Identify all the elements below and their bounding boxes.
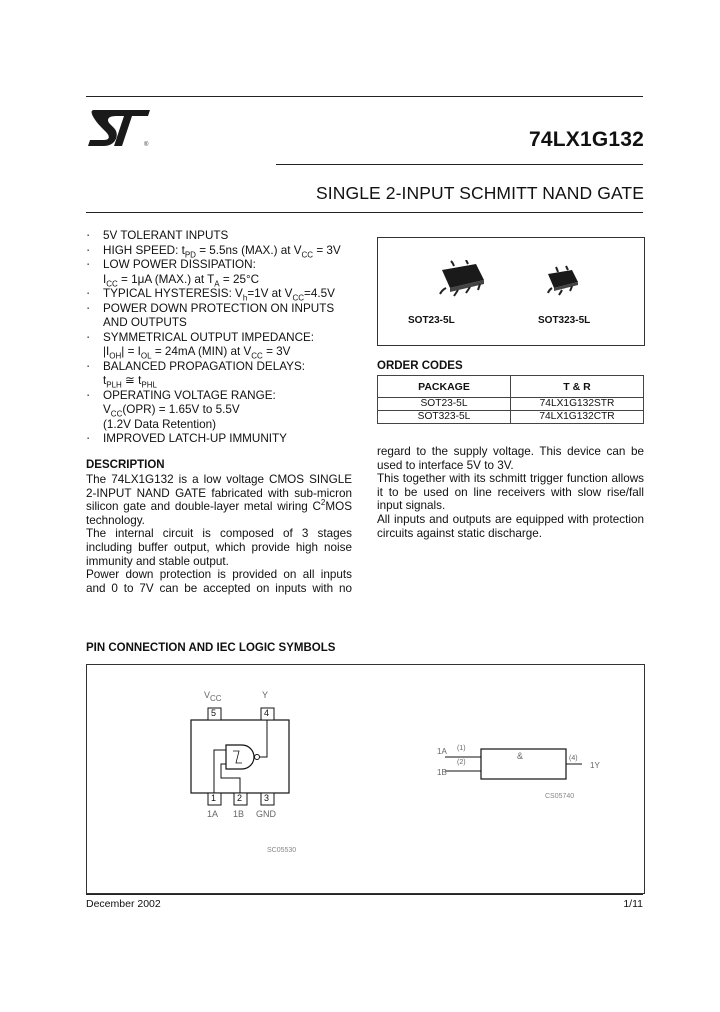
order-codes-table — [377, 375, 644, 424]
pin-connection-diagram — [87, 665, 644, 893]
description-paragraph-2: The internal circuit is composed of 3 stages including buffer output, which provide high noise immunity and stable output. — [86, 527, 352, 568]
footer-rule — [86, 894, 643, 895]
page-number: 1/11 — [623, 898, 643, 910]
feature-item: ▪ IMPROVED LATCH-UP IMMUNITY — [87, 432, 287, 445]
sot323-package-image — [540, 264, 584, 296]
iec-gate-symbol: & — [517, 751, 524, 761]
pin-diagram-box — [86, 664, 645, 894]
package-label-sot23: SOT23-5L — [408, 315, 455, 326]
package-box — [377, 237, 645, 346]
pin-number: 5 — [211, 708, 217, 718]
table-cell: SOT323-5L — [378, 411, 511, 424]
bullet-icon: ▪ — [87, 305, 90, 312]
table-header-cell: PACKAGE — [378, 376, 511, 398]
feature-item: ▪ OPERATING VOLTAGE RANGE: $V_{CC}(OPR) = 1.65V$ to 5.5V (1.2V Data Retention) — [87, 388, 276, 431]
bullet-icon: ▪ — [87, 392, 90, 399]
pin-section-title: PIN CONNECTION AND IEC LOGIC SYMBOLS — [86, 642, 336, 654]
description-title: DESCRIPTION — [86, 459, 165, 471]
iec-output-1y: 1Y — [590, 761, 600, 770]
package-label-sot323: SOT323-5L — [538, 315, 591, 326]
iec-pin-num: (2) — [457, 759, 466, 766]
figure-code-left: SC05530 — [267, 847, 297, 854]
sot23-package-image — [432, 260, 492, 298]
y-label: Y — [262, 690, 269, 700]
feature-item: ▪ HIGH SPEED: $t_{PD} = 5.5ns$ (MAX.) at $V_{CC} = 3V$ — [87, 243, 341, 259]
feature-list — [86, 229, 366, 447]
subtitle-rule — [86, 212, 643, 213]
part-number: 74LX1G132 — [528, 128, 644, 151]
feature-item: ▪ POWER DOWN PROTECTION ON INPUTS AND OUTPUTS — [87, 301, 335, 329]
iec-input-1b: 1B — [437, 768, 447, 777]
bullet-icon: ▪ — [87, 262, 90, 268]
pin-number: 1 — [211, 793, 217, 803]
iec-output-num: (4) — [569, 755, 578, 762]
bullet-icon: ▪ — [87, 247, 90, 254]
bullet-icon: ▪ — [87, 233, 90, 239]
bullet-icon: ▪ — [87, 363, 90, 370]
svg-text:®: ® — [144, 142, 149, 148]
iec-input-1a: 1A — [437, 747, 447, 756]
table-row — [378, 411, 644, 424]
subtitle: SINGLE 2-INPUT SCHMITT NAND GATE — [316, 183, 644, 203]
table-cell: 74LX1G132CTR — [511, 411, 644, 424]
description-paragraph-3-cont: regard to the supply voltage. This device can be used to interface 5V to 3V. — [377, 445, 644, 472]
description-paragraph-1: The 74LX1G132 is a low voltage CMOS SINGLE 2-INPUT NAND GATE fabricated with sub-micron silicon gate and double-layer metal wiring $C^2MOS$ technology. — [86, 473, 352, 527]
iec-pin-num: (1) — [457, 745, 466, 752]
title-rule — [276, 164, 643, 165]
figure-code-right: CS05740 — [545, 793, 575, 800]
feature-item: ▪ TYPICAL HYSTERESIS: $V_h=1V$ at $V_{CC}=4.5V$ — [87, 287, 335, 303]
feature-item: ▪ SYMMETRICAL OUTPUT IMPEDANCE: $|I_{OH}| = I_{OL} = 24mA$ (MIN) at $V_{CC} = 3V$ — [87, 330, 315, 361]
st-logo — [86, 108, 152, 148]
table-header-cell: T & R — [511, 376, 644, 398]
table-header-row — [378, 376, 644, 398]
header-rule — [86, 96, 643, 97]
feature-item: ▪ BALANCED PROPAGATION DELAYS: $t_{PLH}$ ≅ $t_{PHL}$ — [87, 359, 305, 390]
description-left-column — [86, 473, 352, 595]
bullet-icon: ▪ — [87, 334, 90, 341]
description-paragraph-3: Power down protection is provided on all inputs and 0 to 7V can be accepted on inputs with no — [86, 568, 352, 595]
pin-label-1a: 1A — [207, 809, 219, 819]
pin-number: 3 — [264, 793, 270, 803]
pin-number: 2 — [237, 793, 243, 803]
vcc-label: $V_{CC}$ — [204, 690, 222, 703]
description-paragraph-5: All inputs and outputs are equipped with protection circuits against static discharge. — [377, 512, 644, 540]
description-paragraph-4: This together with its schmitt trigger function allows it to be used on line receivers with slow rise/fall input signals. — [377, 472, 644, 513]
feature-item: ▪ 5V TOLERANT INPUTS — [87, 229, 229, 242]
pin-label-1b: 1B — [233, 809, 245, 819]
description-right-column — [377, 445, 644, 540]
bullet-icon: ▪ — [87, 291, 90, 297]
bullet-icon: ▪ — [87, 436, 90, 442]
footer-date: December 2002 — [86, 898, 161, 910]
feature-item: ▪ LOW POWER DISSIPATION: $I_{CC} = 1\mu A$ (MAX.) at $T_A = 25^\circ C$ — [87, 258, 260, 288]
table-cell: 74LX1G132STR — [511, 398, 644, 411]
table-cell: SOT23-5L — [378, 398, 511, 411]
table-row — [378, 398, 644, 411]
pin-number: 4 — [264, 708, 270, 718]
order-codes-title: ORDER CODES — [377, 360, 463, 372]
pin-label-gnd: GND — [256, 809, 276, 819]
